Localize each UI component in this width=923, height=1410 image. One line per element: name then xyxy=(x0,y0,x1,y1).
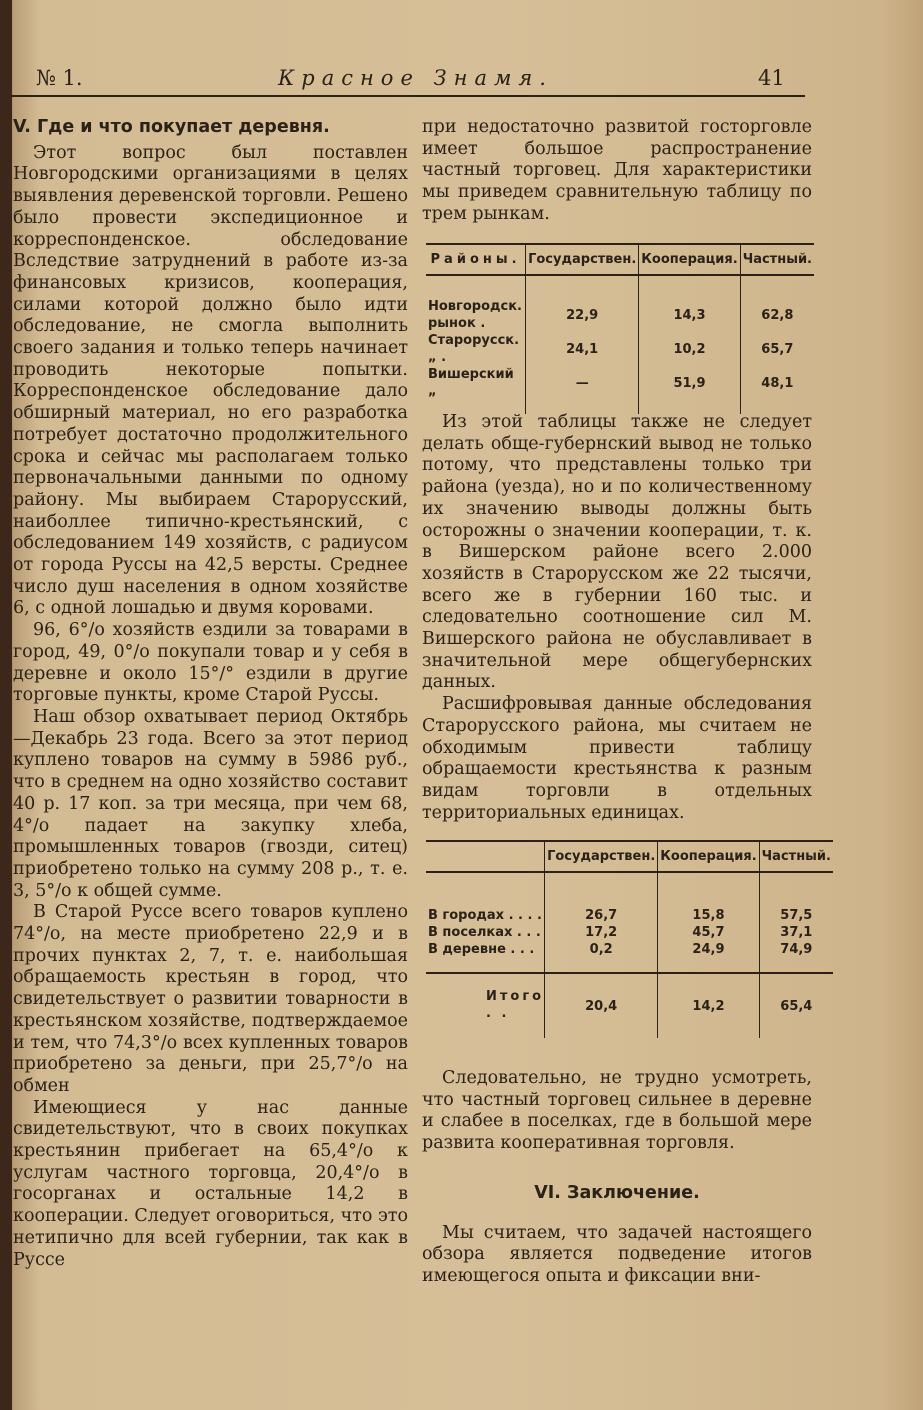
cell-private: 57,5 xyxy=(759,907,833,924)
territory-table xyxy=(426,840,831,1038)
row-label: Новгородск. рынок . xyxy=(428,299,522,331)
table-row xyxy=(426,366,814,400)
paragraph: Из этой таблицы также не следует делать обще-губернский вывод не только потому, что представлены только три района (уезда), но и по количественному их значению выводы должны быть осторожны о значении кооперации, т. к. в Вишерском районе всего 2.000 хозяйств в Старорусском же 22 тысячи, всего же в губернии 160 тыс. и следовательно соотношение сил М. Вишерского района не обуславливает в значительной мере общегубернских данных. xyxy=(422,412,812,693)
section-heading-v: V. Где и что покупает деревня. xyxy=(13,117,330,137)
total-state: 20,4 xyxy=(545,973,658,1038)
table-header: Государствен. xyxy=(545,841,658,872)
running-header xyxy=(28,62,788,92)
page-number: 41 xyxy=(758,66,785,90)
table-header xyxy=(426,841,545,872)
paragraph: Имеющиеся у нас данные свидетельствуют, что в своих покупках крестьянин прибегает на 65,4°/о к услугам частного торговца, 20,4°/о в госорганах и остальные 14,2 в кооперации. Следует оговориться, что это нетипично для всей губернии, так как в Руссе xyxy=(13,1097,408,1270)
row-label: Старорусск. „ . xyxy=(428,333,520,365)
header-rule xyxy=(10,95,805,97)
cell-private: 74,9 xyxy=(759,941,833,958)
cell-coop: 10,2 xyxy=(639,332,740,366)
cell-state: 17,2 xyxy=(545,924,658,941)
total-label: Итого . . xyxy=(486,989,545,1021)
right-column-bottom xyxy=(422,1068,812,1288)
cell-coop: 14,3 xyxy=(639,298,740,332)
cell-coop: 45,7 xyxy=(658,924,759,941)
table-row xyxy=(426,907,833,924)
cell-state: 0,2 xyxy=(545,941,658,958)
cell-coop: 24,9 xyxy=(658,941,759,958)
right-column xyxy=(422,117,812,226)
paragraph: Следовательно, не трудно усмотреть, что частный торговец сильнее в деревне и слабее в поселках, где в большой мере развита кооперативная торговля. xyxy=(422,1068,812,1154)
table-header: Кооперация. xyxy=(639,244,740,275)
paragraph: Мы считаем, что задачей настоящего обзора является подведение итогов имеющегося опыта и фиксации вни- xyxy=(422,1222,812,1286)
cell-state: 24,1 xyxy=(526,332,639,366)
left-column xyxy=(13,117,408,1271)
table-header: Государствен. xyxy=(526,244,639,275)
cell-private: 62,8 xyxy=(740,298,814,332)
issue-number: № 1. xyxy=(36,66,83,90)
cell-private: 48,1 xyxy=(740,366,814,400)
cell-coop: 51,9 xyxy=(639,366,740,400)
right-column-middle xyxy=(422,412,812,824)
table-header-row xyxy=(426,244,814,275)
table-header: Кооперация. xyxy=(658,841,759,872)
cell-private: 65,7 xyxy=(740,332,814,366)
paragraph: 96, 6°/о хозяйств ездили за товарами в город, 49, 0°/о покупали товар и у себя в деревне и около 15°/° ездили в другие торговые пункты, кроме Старой Руссы. xyxy=(13,620,408,706)
table-row xyxy=(426,941,833,958)
table-row xyxy=(426,924,833,941)
binding-edge xyxy=(0,0,12,1410)
paragraph: Расшифровывая данные обследования Старорусского района, мы считаем не обходимым привести таблицу обращаемости крестьянства к разным видам торговли в отдельных территориальных единицах. xyxy=(422,694,812,823)
cell-state: — xyxy=(526,366,639,400)
cell-private: 37,1 xyxy=(759,924,833,941)
total-coop: 14,2 xyxy=(658,973,759,1038)
row-label: В поселках . . . xyxy=(428,925,541,940)
paragraph: Наш обзор охватывает период Октябрь—Декабрь 23 года. Всего за этот период куплено товаров на сумму в 5986 руб., что в среднем на одно хозяйство составит 40 р. 17 коп. за три месяца, при чем 68, 4°/о падает на закупку хлеба, промышленных товаров (гвозди, ситец) приобретено только на сумму 208 р., т. е. 3, 5°/о к общей сумме. xyxy=(13,706,408,901)
row-label: Вишерский „ xyxy=(428,367,514,399)
table-row xyxy=(426,332,814,366)
total-private: 65,4 xyxy=(759,973,833,1038)
paragraph: при недостаточно развитой госторговле имеет большое распространение частный торговец. Для характеристики мы приведем сравнительную таблицу по трем рынкам. xyxy=(422,117,812,224)
row-label: В деревне . . . xyxy=(428,942,535,957)
journal-title: Красное Знамя. xyxy=(278,66,553,90)
section-heading-vi: VI. Заключение. xyxy=(534,1182,700,1203)
table-header-row xyxy=(426,841,833,872)
table-header: Частный. xyxy=(740,244,814,275)
cell-state: 22,9 xyxy=(526,298,639,332)
cell-coop: 15,8 xyxy=(658,907,759,924)
table-total-row xyxy=(426,973,833,1038)
table-header: Частный. xyxy=(759,841,833,872)
table-header: Районы. xyxy=(430,252,521,267)
paragraph: В Старой Руссе всего товаров куплено 74°/о, на месте приобретено 22,9 и в прочих пунктах 2, 7, т. е. наибольшая обращаемость крестьян в город, что свидетельствует о развитии товарности в крестьянском хозяйстве, подтверждаемое и тем, что 74,3°/о всех купленных товаров приобретено за деньги, при 25,7°/о на обмен xyxy=(13,902,408,1096)
row-label: В городах . . . . xyxy=(428,908,542,923)
cell-state: 26,7 xyxy=(545,907,658,924)
paragraph: Этот вопрос был поставлен Новгородскими организациями в целях выявления деревенской торговли. Решено было провести экспедиционное и корреспонденское. обследование Вследствие затруднений в работе из-за финансовых кризисов, кооперация, силами которой должно было идти обследование, не смогла выполнить своего задания и только теперь начинает проводить некоторые попытки. Корреспонденское обследование дало обширный материал, но его разработка потребует достаточно продолжительного срока и сейчас мы располагаем только первоначальными данными по одному району. Мы выбираем Старорусский, наиболлее типично-крестьянский, с обследованием 149 хозяйств, с радиусом от города Руссы на 42,5 версты. Среднее число душ населения в одном хозяйстве 6, с одной лошадью и двумя коровами. xyxy=(13,142,408,619)
markets-table xyxy=(426,243,814,414)
table-row xyxy=(426,298,814,332)
